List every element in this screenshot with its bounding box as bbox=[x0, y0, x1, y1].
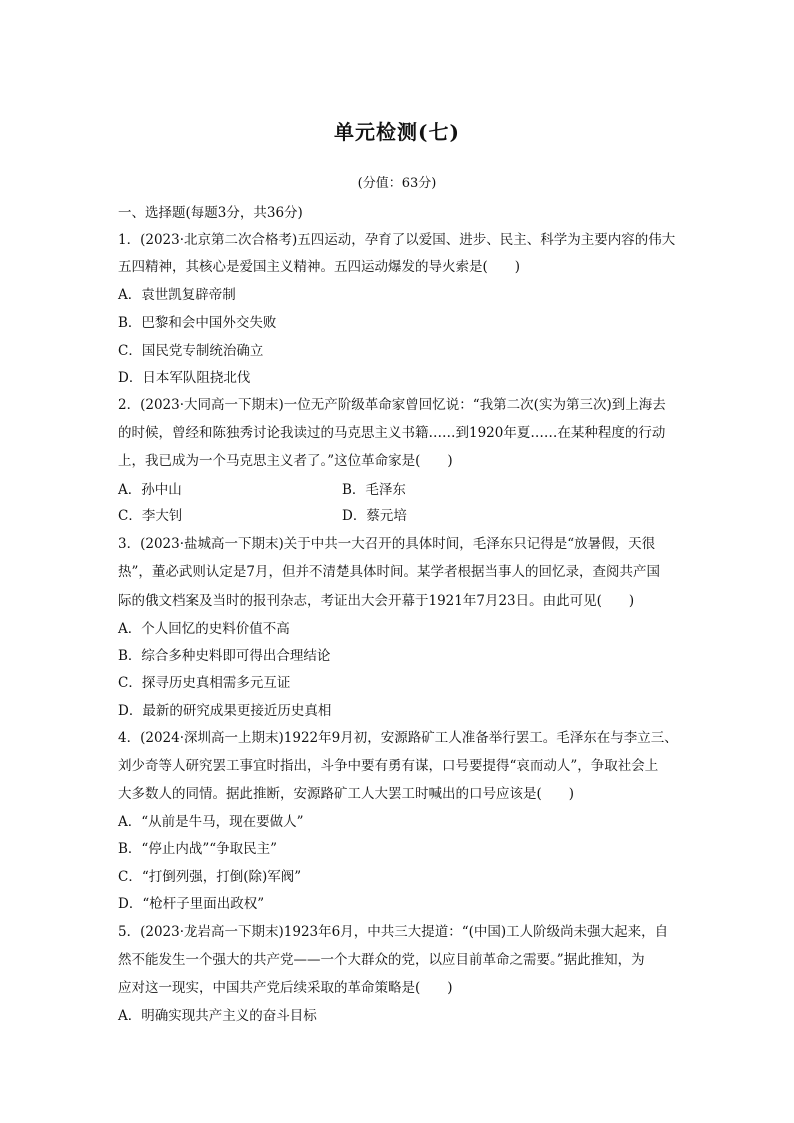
question-2-line-1: 2．(2023·大同高一下期末)一位无产阶级革命家曾回忆说：“我第二次(实为第三次)到上海去 bbox=[118, 397, 666, 413]
question-3-option-c: C．探寻历史真相需多元互证 bbox=[118, 675, 291, 691]
question-1-option-d: D．日本军队阻挠北伐 bbox=[118, 370, 251, 386]
question-4-option-a: A．“从前是牛马，现在要做人” bbox=[118, 814, 304, 830]
question-3-option-b: B．综合多种史料即可得出合理结论 bbox=[118, 648, 331, 664]
question-2-option-a: A．孙中山 bbox=[118, 482, 182, 498]
question-5-option-a: A．明确实现共产主义的奋斗目标 bbox=[118, 1008, 317, 1024]
section-heading: 一、选择题(每题3分，共36分) bbox=[118, 205, 303, 221]
question-4-option-b: B．“停止内战”“争取民主” bbox=[118, 841, 278, 857]
question-1-line-1: 1．(2023·北京第二次合格考)五四运动，孕育了以爱国、进步、民主、科学为主要内容的伟大 bbox=[118, 232, 676, 248]
page-title: 单元检测(七) bbox=[334, 120, 460, 144]
question-2-line-3: 上，我已成为一个马克思主义者了。”这位革命家是( ) bbox=[118, 453, 453, 469]
question-3-line-1: 3．(2023·盐城高一下期末)关于中共一大召开的具体时间，毛泽东只记得是“放暑假，天很 bbox=[118, 536, 656, 552]
question-1-option-b: B．巴黎和会中国外交失败 bbox=[118, 315, 277, 331]
question-4-line-2: 刘少奇等人研究罢工事宜时指出，斗争中要有勇有谋，口号要提得“哀而动人”，争取社会上 bbox=[118, 758, 659, 774]
question-2-option-d: D．蔡元培 bbox=[342, 508, 407, 524]
question-4-line-3: 大多数人的同情。据此推断，安源路矿工人大罢工时喊出的口号应该是( ) bbox=[118, 786, 575, 802]
question-3-line-3: 际的俄文档案及当时的报刊杂志，考证出大会开幕于1921年7月23日。由此可见( ) bbox=[118, 593, 635, 609]
question-5-line-1: 5．(2023·龙岩高一下期末)1923年6月，中共三大提道：“(中国)工人阶级尚未强大起来，自 bbox=[118, 924, 669, 940]
question-4-option-c: C．“打倒列强，打倒(除)军阀” bbox=[118, 869, 302, 885]
question-1-option-a: A．袁世凯复辟帝制 bbox=[118, 287, 236, 303]
question-5-line-3: 应对这一现实，中国共产党后续采取的革命策略是( ) bbox=[118, 980, 453, 996]
question-2-line-2: 的时候，曾经和陈独秀讨论我读过的马克思主义书籍……到1920年夏……在某种程度的行动 bbox=[118, 425, 666, 441]
question-4-line-1: 4．(2024·深圳高一上期末)1922年9月初，安源路矿工人准备举行罢工。毛泽东在与李立三、 bbox=[118, 730, 678, 746]
question-1-option-c: C．国民党专制统治确立 bbox=[118, 343, 264, 359]
question-2-option-c: C．李大钊 bbox=[118, 508, 183, 524]
question-3-option-a: A．个人回忆的史料价值不高 bbox=[118, 621, 290, 637]
score-note: (分值：63分) bbox=[357, 176, 437, 191]
question-2-option-b: B．毛泽东 bbox=[342, 482, 406, 498]
question-4-option-d: D．“枪杆子里面出政权” bbox=[118, 896, 265, 912]
question-3-line-2: 热”，董必武则认定是7月，但并不清楚具体时间。某学者根据当事人的回忆录，查阅共产国 bbox=[118, 564, 660, 580]
question-5-line-2: 然不能发生一个强大的共产党——一个大群众的党，以应目前革命之需要。”据此推知，为 bbox=[118, 952, 645, 968]
question-1-line-2: 五四精神，其核心是爱国主义精神。五四运动爆发的导火索是( ) bbox=[118, 259, 521, 275]
question-3-option-d: D．最新的研究成果更接近历史真相 bbox=[118, 703, 332, 719]
